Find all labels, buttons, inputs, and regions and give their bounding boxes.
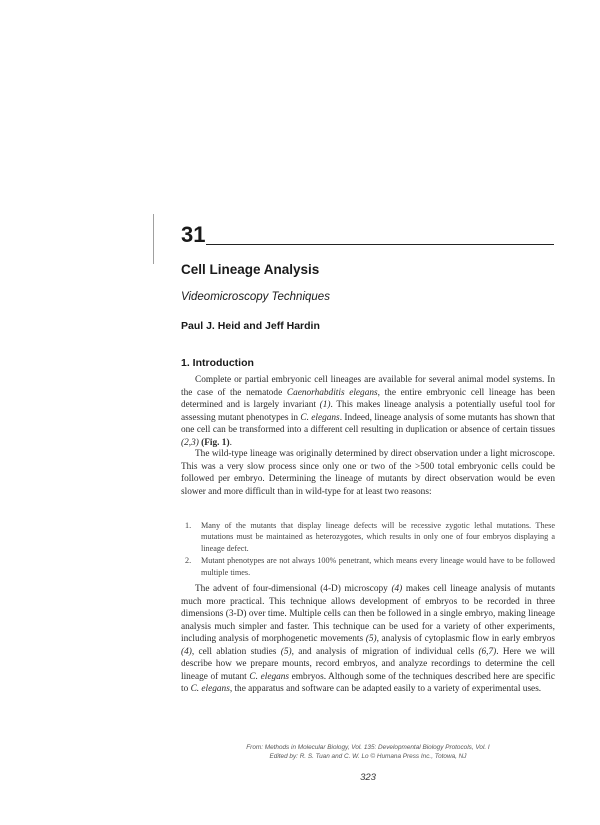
- reference: (5): [280, 646, 292, 657]
- chapter-title: Cell Lineage Analysis: [181, 262, 320, 277]
- reference: (2,3): [181, 437, 199, 448]
- list-item-number: 1.: [185, 521, 192, 530]
- chapter-subtitle: Videomicroscopy Techniques: [181, 291, 330, 303]
- footnote-line: Edited by: R. S. Tuan and C. W. Lo © Humana Press Inc., Totowa, NJ: [269, 753, 467, 760]
- chapter-authors: Paul J. Heid and Jeff Hardin: [181, 320, 320, 332]
- list-item-text: Many of the mutants that display lineage defects will be recessive zygotic lethal mutations. These mutations must be maintained as heterozygotes, which results in only one of four embryos displaying a lineage defect.: [201, 521, 555, 553]
- species-name: C. elegans: [190, 684, 230, 694]
- list-item-text: Mutant phenotypes are not always 100% penetrant, which means every lineage would have to be followed multiple times.: [201, 556, 555, 577]
- reference: (5): [365, 634, 377, 644]
- page-number: 323: [360, 772, 376, 783]
- reference: (6,7): [478, 646, 497, 657]
- paragraph-2: The wild-type lineage was originally determined by direct observation under a light microscope. This was a very slow process since only one or two of the >500 total embryonic cells could be followed per embryo. Determining the lineage of mutants by direct observation would be even slower and more difficult than in wild-type for at least two reasons:: [181, 449, 555, 497]
- source-footnote: [181, 743, 555, 761]
- paragraph-3: The advent of four-dimensional (4-D) microscopy (4) makes cell lineage analysis of mutants much more practical. This technique allows development of embryos to be recorded in three dimensions (3-D) over time. Multiple cells can then be followed in a single embryo, making lineage analysis much simpler and faster. This technique can be used for a variety of other experiments, including analysis of morphogenetic movements (5), analysis of cytoplasmic flow in early embryos (4), cell ablation studies (5), and analysis of migration of individual cells (6,7). Here we will describe how we prepare mounts, record embryos, and analyze recordings to determine the cell lineage of mutant C. elegans embryos. Although some of the techniques described here are specific to C. elegans, the apparatus and software can be adapted easily to a variety of experimental uses.: [181, 584, 556, 694]
- reference: (4): [391, 584, 403, 594]
- chapter-rule: [206, 244, 554, 245]
- reference: (4): [181, 646, 192, 657]
- chapter-number: 31: [181, 222, 206, 247]
- list-item-number: 2.: [185, 556, 192, 566]
- species-name: C. elegans: [249, 671, 290, 682]
- figure-reference: (Fig. 1): [198, 437, 230, 448]
- reference: (1): [319, 400, 331, 410]
- species-name: Caenorhabditis elegans: [286, 387, 378, 398]
- footnote-line: From: Methods in Molecular Biology, Vol. 135: Developmental Biology Protocols, Vol. I: [246, 744, 490, 751]
- paragraph-1: Complete or partial embryonic cell lineages are available for several animal model systems. In the case of the nematode Caenorhabditis elegans, the entire embryonic cell lineage has been determined and is largely invariant (1). This makes lineage analysis a potentially useful tool for assessing mutant phenotypes in C. elegans. Indeed, lineage analysis of some mutants has shown that one cell can be transformed into a different cell resulting in duplication or absence of certain tissues (2,3) (Fig. 1).: [181, 375, 556, 448]
- species-name: C. elegans: [300, 412, 340, 423]
- section-heading: 1. Introduction: [181, 357, 254, 369]
- list-item: [181, 555, 555, 578]
- list-item: [181, 520, 555, 554]
- scan-artifact-mark: [152, 214, 155, 264]
- reasons-list: [181, 520, 555, 579]
